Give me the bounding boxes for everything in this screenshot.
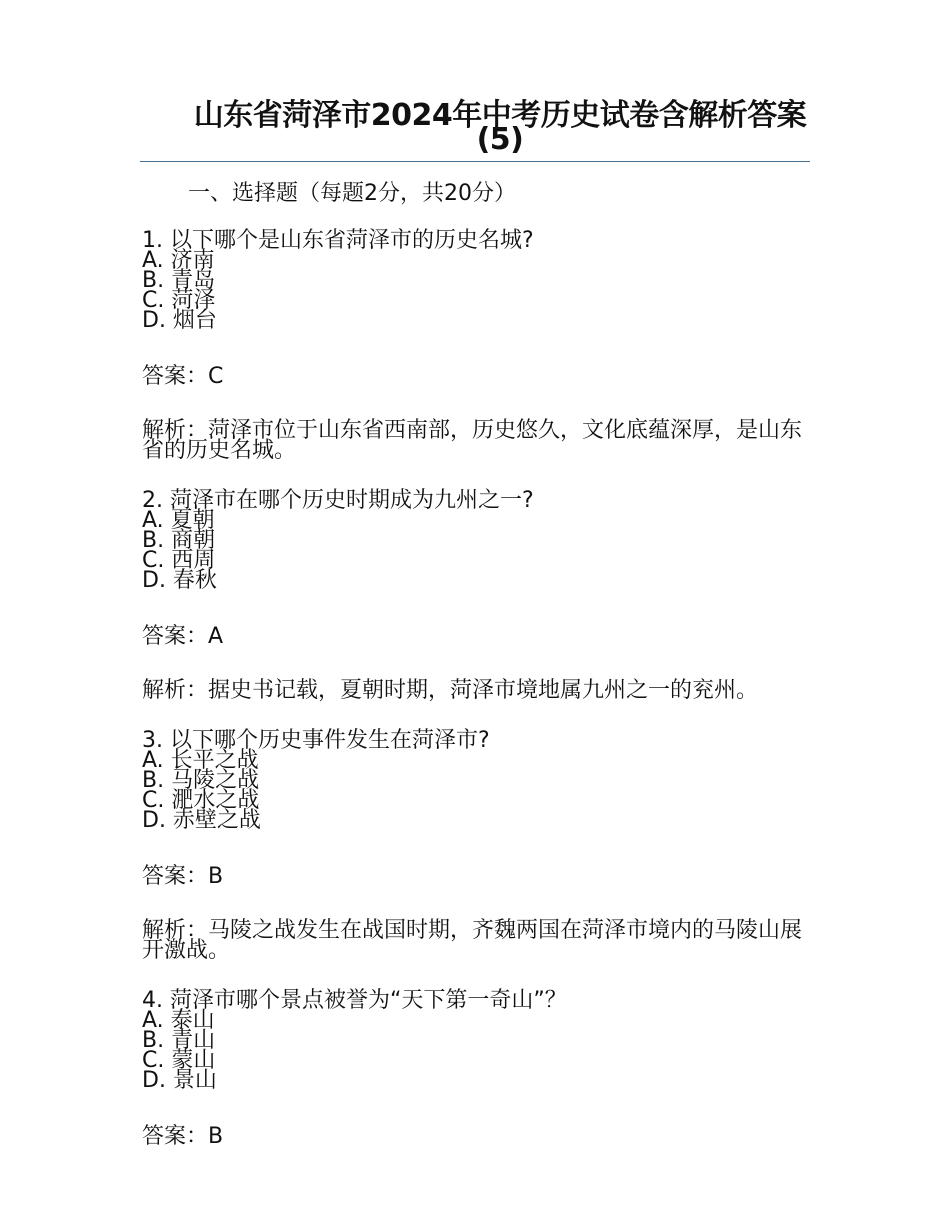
option-a: A. 夏朝 [142,508,215,533]
question-text: 4. 菏泽市哪个景点被誉为“天下第一奇山”？ [142,988,567,1013]
analysis-3: 解析：马陵之战发生在战国时期，齐魏两国在菏泽市境内的马陵山展开激战。 [142,918,803,963]
option-b: B. 马陵之战 [142,768,260,793]
question-block-1 [142,225,814,461]
option-a: A. 泰山 [142,1008,215,1033]
question-1 [142,225,814,331]
option-c: C. 淝水之战 [142,788,260,813]
page-title: 山东省菏泽市2024年中考历史试卷含解析答案(5) [193,98,807,157]
option-c: C. 西周 [142,548,216,573]
answer-2: 答案：A [142,624,224,649]
analysis-2: 解析：据史书记载，夏朝时期，菏泽市境地属九州之一的兖州。 [142,678,759,703]
title-block [140,98,810,157]
question-2 [142,485,814,591]
option-b: B. 青岛 [142,268,216,293]
option-b: B. 青山 [142,1028,216,1053]
title-underline [140,161,810,162]
analysis-1: 解析：菏泽市位于山东省西南部，历史悠久，文化底蕴深厚，是山东省的历史名城。 [142,418,803,463]
option-b: B. 商朝 [142,528,216,553]
answer-3: 答案：B [142,864,224,889]
option-d: D. 景山 [142,1068,217,1093]
answer-1: 答案：C [142,364,224,389]
option-d: D. 烟台 [142,308,217,333]
question-block-3 [142,725,814,961]
option-c: C. 菏泽 [142,288,216,313]
question-block-4 [142,985,814,1147]
question-text: 1. 以下哪个是山东省菏泽市的历史名城? [142,228,534,253]
question-text: 2. 菏泽市在哪个历史时期成为九州之一? [142,488,534,513]
option-d: D. 春秋 [142,568,217,593]
question-block-2 [142,485,814,701]
answer-4: 答案：B [142,1124,224,1149]
option-d: D. 赤壁之战 [142,808,261,833]
option-c: C. 蒙山 [142,1048,216,1073]
question-list [142,225,814,1171]
option-a: A. 济南 [142,248,215,273]
question-3 [142,725,814,831]
question-4 [142,985,814,1091]
option-a: A. 长平之战 [142,748,259,773]
question-text: 3. 以下哪个历史事件发生在菏泽市? [142,728,490,753]
section-heading: 一、选择题（每题2分，共20分） [188,181,516,206]
